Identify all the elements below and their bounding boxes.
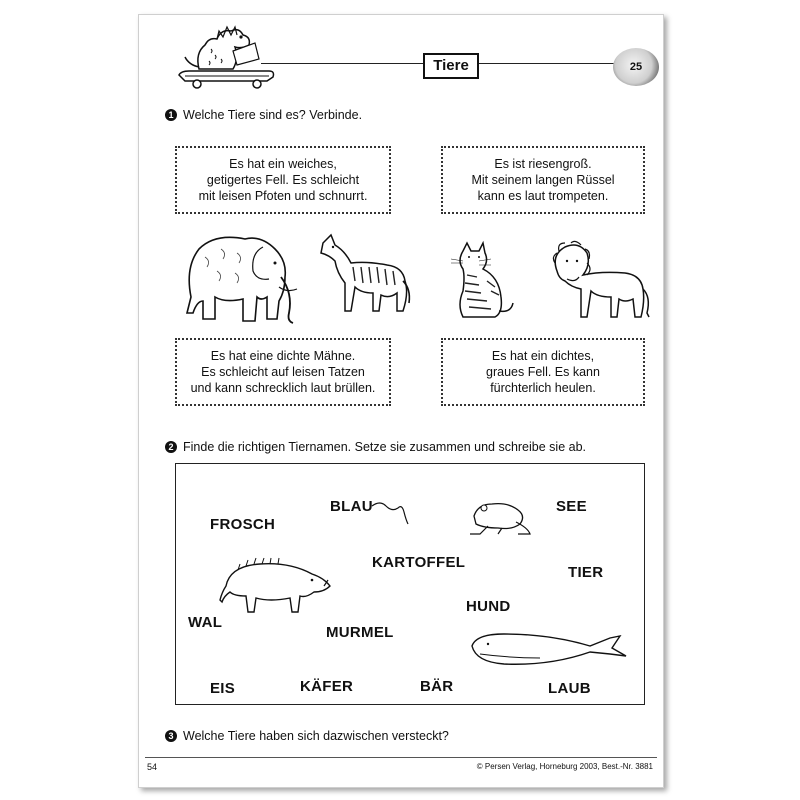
puzzle-word: KARTOFFEL — [372, 554, 466, 571]
squiggle-icon — [372, 498, 412, 528]
puzzle-word: EIS — [210, 680, 236, 697]
puzzle-word: HUND — [466, 598, 511, 615]
wolf-icon — [317, 233, 413, 313]
page-title: Tiere — [423, 53, 479, 79]
footer-rule — [145, 757, 657, 758]
clue-line: Es schleicht auf leisen Tatzen — [201, 365, 365, 379]
clue-box-lion — [175, 338, 391, 406]
clue-line: mit leisen Pfoten und schnurrt. — [198, 189, 368, 203]
task2-instruction-text: Finde die richtigen Tiernamen. Setze sie zusammen und schreibe sie ab. — [183, 440, 586, 454]
clue-line: und kann schrecklich laut brüllen. — [190, 381, 376, 395]
task2-number: 2 — [165, 441, 177, 453]
clue-box-cat — [175, 146, 391, 214]
clue-line: Es hat ein weiches, — [229, 157, 337, 171]
task1-instruction — [165, 108, 362, 122]
task1-instruction-text: Welche Tiere sind es? Verbinde. — [183, 108, 363, 122]
puzzle-word: LAUB — [548, 680, 591, 697]
boar-icon — [220, 556, 332, 616]
clue-line: Es hat ein dichtes, — [491, 349, 595, 363]
worksheet-page — [138, 14, 664, 788]
task2-instruction — [165, 440, 586, 454]
clue-line: getigertes Fell. Es schleicht — [206, 173, 360, 187]
clue-box-elephant — [441, 146, 645, 214]
cat-icon — [449, 241, 519, 321]
clue-line: kann es laut trompeten. — [477, 189, 609, 203]
whale-icon — [470, 630, 630, 670]
clue-box-wolf — [441, 338, 645, 406]
frog-icon — [468, 496, 532, 536]
elephant-icon — [181, 227, 301, 327]
task3-number: 3 — [165, 730, 177, 742]
puzzle-word: BÄR — [420, 678, 454, 695]
clue-line: Es hat eine dichte Mähne. — [210, 349, 356, 363]
task1-number: 1 — [165, 109, 177, 121]
puzzle-word: BLAU — [330, 498, 373, 515]
page-badge: 25 — [613, 48, 659, 86]
puzzle-word: WAL — [188, 614, 223, 631]
clue-line: Mit seinem langen Rüssel — [471, 173, 615, 187]
copyright-notice: © Persen Verlag, Horneburg 2003, Best.-Nr. 3881 — [476, 762, 653, 771]
puzzle-word: TIER — [568, 564, 604, 581]
task3-instruction-text: Welche Tiere haben sich dazwischen versteckt? — [183, 729, 449, 743]
puzzle-word: KÄFER — [300, 678, 354, 695]
page-number: 54 — [147, 762, 158, 772]
word-puzzle-box — [175, 463, 645, 705]
puzzle-word: SEE — [556, 498, 587, 515]
clue-line: fürchterlich heulen. — [490, 381, 596, 395]
task3-instruction — [165, 729, 449, 743]
dragon-skateboard-icon — [169, 19, 279, 89]
puzzle-word: FROSCH — [210, 516, 276, 533]
lion-icon — [551, 241, 651, 321]
puzzle-word: MURMEL — [326, 624, 394, 641]
clue-line: graues Fell. Es kann — [486, 365, 600, 379]
clue-line: Es ist riesengroß. — [494, 157, 592, 171]
